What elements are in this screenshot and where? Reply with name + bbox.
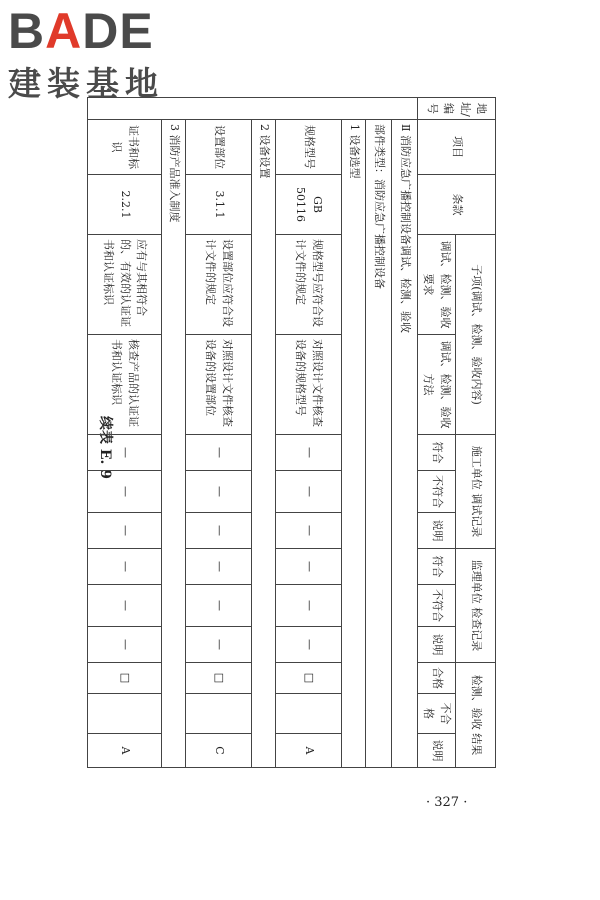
row-s-note: — — [88, 627, 162, 663]
row-s-nonconform: — — [276, 585, 342, 627]
row-c-nonconform: — — [276, 471, 342, 513]
row-project: 规格型号 — [276, 120, 342, 175]
row-grade: A — [276, 734, 342, 768]
row-c-nonconform: — — [88, 471, 162, 513]
row-method: 对照设计文件核查设备的规格型号 — [276, 335, 342, 435]
table-row — [88, 98, 162, 768]
col-c-nonconform: 不符合 — [418, 471, 456, 513]
group-title-row — [252, 98, 276, 768]
section-row — [392, 98, 418, 768]
row-project: 证书和标识 — [88, 120, 162, 175]
row-req: 设置部位应符合设计文件的规定 — [186, 235, 252, 335]
row-s-note: — — [276, 627, 342, 663]
row-s-conform: — — [186, 549, 252, 585]
row-s-note: — — [186, 627, 252, 663]
col-unqualified: 不合格 — [418, 694, 456, 734]
logo-wordmark: BADE — [8, 3, 154, 59]
col-construction: 施工单位 调试记录 — [456, 435, 496, 549]
row-clause: GB 50116 — [276, 175, 342, 235]
row-checkbox[interactable]: □ — [186, 663, 252, 694]
table-row — [186, 98, 252, 768]
col-subitem: 子项(调试、检测、验收内容) — [456, 235, 496, 435]
page-number: · 327 · — [426, 795, 468, 810]
col-project: 项目 — [418, 120, 496, 175]
row-c-note: — — [276, 513, 342, 549]
row-unqualified — [88, 694, 162, 734]
col-s-conform: 符合 — [418, 549, 456, 585]
col-supervision: 监理单位 检查记录 — [456, 549, 496, 663]
logo-subtitle: 建装基地 — [8, 64, 164, 103]
row-clause: 2.2.1 — [88, 175, 162, 235]
header-row-1 — [456, 98, 496, 768]
col-s-note: 说明 — [418, 627, 456, 663]
row-req: 规格型号应符合设计文件的规定 — [276, 235, 342, 335]
table-row — [276, 98, 342, 768]
row-c-conform: — — [276, 435, 342, 471]
component-type: 部件类型：消防应急广播控制设备 — [366, 120, 392, 768]
col-address: 地址/编号 — [418, 98, 496, 120]
col-method: 调试、检测、验收方法 — [418, 335, 456, 435]
group-title: 3 消防产品准入制度 — [162, 120, 186, 768]
group-title: 2 设备设置 — [252, 120, 276, 768]
row-grade: C — [186, 734, 252, 768]
row-clause: 3.1.1 — [186, 175, 252, 235]
col-r-note: 说明 — [418, 734, 456, 768]
section-main: Ⅱ 消防应急广播控制设备调试、检测、验收 — [392, 120, 418, 768]
row-s-conform: — — [276, 549, 342, 585]
col-qualified: 合格 — [418, 663, 456, 694]
row-c-conform: — — [88, 435, 162, 471]
row-project: 设置部位 — [186, 120, 252, 175]
row-checkbox[interactable]: □ — [88, 663, 162, 694]
row-method: 核查产品的认证证书和认证标识 — [88, 335, 162, 435]
col-req: 调试、检测、验收要求 — [418, 235, 456, 335]
row-s-nonconform: — — [88, 585, 162, 627]
col-s-nonconform: 不符合 — [418, 585, 456, 627]
row-checkbox[interactable]: □ — [276, 663, 342, 694]
group-title: 1 设备选型 — [342, 120, 366, 768]
col-result: 检测、验收 结果 — [456, 663, 496, 768]
row-method: 对照设计文件核查设备的设置部位 — [186, 335, 252, 435]
row-c-conform: — — [186, 435, 252, 471]
row-s-nonconform: — — [186, 585, 252, 627]
row-s-conform: — — [88, 549, 162, 585]
row-c-note: — — [186, 513, 252, 549]
row-unqualified — [186, 694, 252, 734]
col-c-note: 说明 — [418, 513, 456, 549]
row-grade: A — [88, 734, 162, 768]
row-c-note: — — [88, 513, 162, 549]
table-caption: 续表 E. 9 — [97, 416, 113, 480]
row-unqualified — [276, 694, 342, 734]
address-cell — [88, 98, 418, 120]
col-clause: 条款 — [418, 175, 496, 235]
row-c-nonconform: — — [186, 471, 252, 513]
group-title-row — [162, 98, 186, 768]
bade-logo — [8, 3, 178, 105]
component-row — [366, 98, 392, 768]
col-c-conform: 符合 — [418, 435, 456, 471]
row-req: 应有与其相符合的、有效的认证证书和认证标识 — [88, 235, 162, 335]
group-title-row — [342, 98, 366, 768]
